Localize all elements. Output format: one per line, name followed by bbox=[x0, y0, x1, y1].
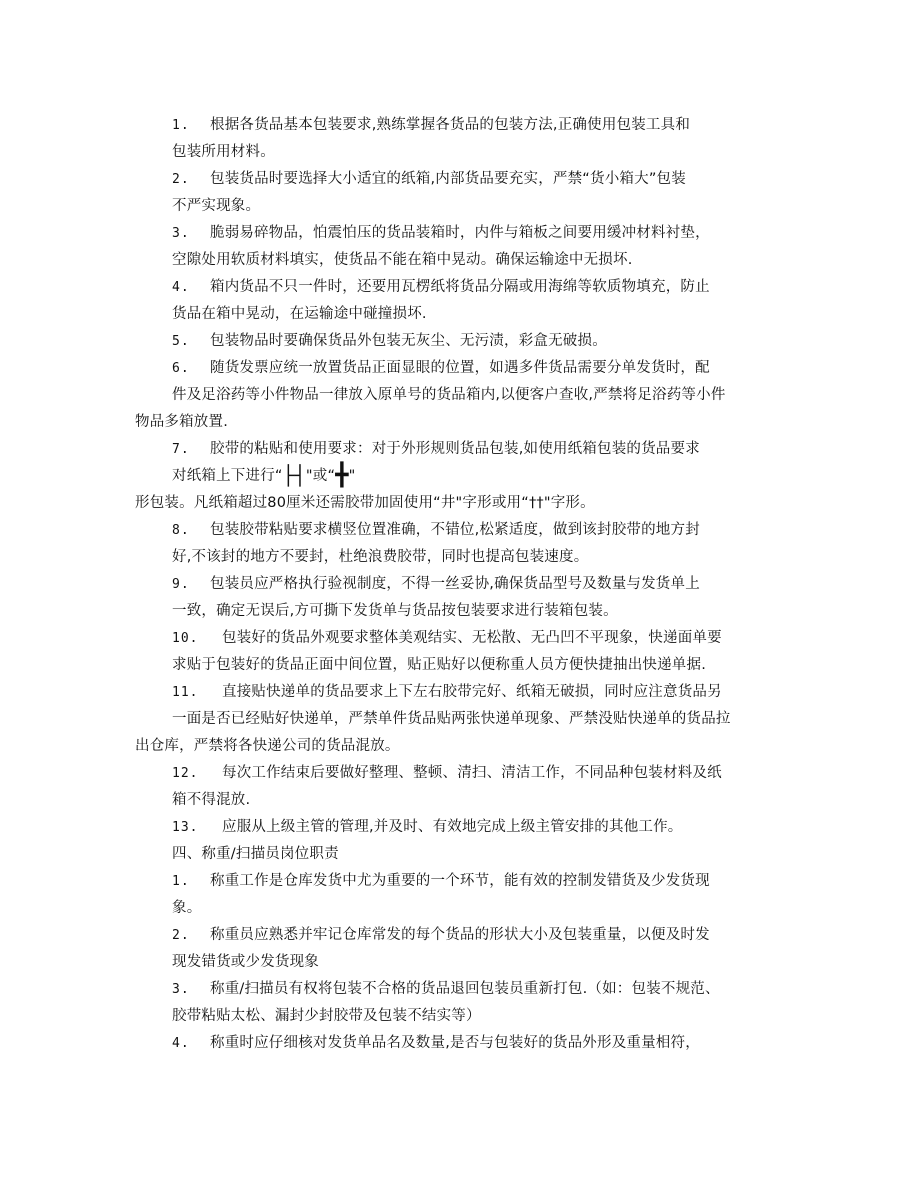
item-continuation: 好,不该封的地方不要封，杜绝浪费胶带，同时也提高包装速度。 bbox=[172, 549, 589, 565]
item-number: 5. bbox=[172, 334, 190, 349]
item-continuation: 不严实现象。 bbox=[172, 198, 261, 214]
list-item bbox=[172, 277, 710, 298]
plus-tape-symbol-icon: ╋ bbox=[335, 463, 349, 488]
list-item bbox=[172, 763, 722, 784]
item-continuation: 件及足浴药等小件物品一律放入原单号的货品箱内,以便客户查收,严禁将足浴药等小件 bbox=[172, 387, 726, 403]
list-item bbox=[172, 979, 720, 1000]
item-continuation: 包装所用材料。 bbox=[172, 144, 275, 160]
item-number: 2. bbox=[172, 928, 190, 943]
item-text: 随货发票应统一放置货品正面显眼的位置，如遇多件货品需要分单发货时，配 bbox=[210, 360, 710, 376]
item-text: 包装胶带粘贴要求横竖位置准确，不错位,松紧适度，做到该封胶带的地方封 bbox=[210, 522, 700, 538]
item-text: 应服从上级主管的管理,并及时、有效地完成上级主管安排的其他工作。 bbox=[222, 819, 683, 835]
list-item bbox=[172, 358, 710, 379]
continuation-text: 对纸箱上下进行“ bbox=[172, 468, 283, 484]
item-number: 1. bbox=[172, 118, 190, 133]
list-item bbox=[172, 817, 683, 838]
item-text: 包装好的货品外观要求整体美观结实、无松散、无凸凹不平现象，快递面单要 bbox=[222, 630, 722, 646]
item-number: 3. bbox=[172, 982, 190, 997]
item-continuation bbox=[172, 463, 356, 488]
item-continuation: 空隙处用软质材料填实，使货品不能在箱中晃动。确保运输途中无损坏. bbox=[172, 252, 633, 268]
item-continuation: 货品在箱中晃动，在运输途中碰撞损坏. bbox=[172, 306, 427, 322]
list-item bbox=[172, 925, 710, 946]
list-item bbox=[172, 331, 607, 352]
item-text: 包装员应严格执行验视制度，不得一丝妥协,确保货品型号及数量与发货单上 bbox=[210, 576, 700, 592]
item-number: 4. bbox=[172, 1036, 190, 1051]
item-continuation: 求贴于包装好的货品正面中间位置，贴正贴好以便称重人员方便快捷抽出快递单据. bbox=[172, 657, 707, 673]
h-tape-symbol-icon: ├┤ bbox=[282, 465, 306, 487]
item-text: 称重时应仔细核对发货单品名及数量,是否与包装好的货品外形及重量相符， bbox=[210, 1035, 700, 1051]
list-item bbox=[172, 1033, 700, 1054]
item-text: 脆弱易碎物品，怕震怕压的货品装箱时，内件与箱板之间要用缓冲材料衬垫， bbox=[210, 225, 710, 241]
item-number: 1. bbox=[172, 874, 190, 889]
item-continuation: 出仓库，严禁将各快递公司的货品混放。 bbox=[135, 738, 400, 754]
item-number: 6. bbox=[172, 361, 190, 376]
list-item bbox=[172, 439, 700, 460]
item-text: 称重/扫描员有权将包装不合格的货品退回包装员重新打包.（如：包装不规范、 bbox=[210, 981, 720, 997]
item-text: 箱内货品不只一件时，还要用瓦楞纸将货品分隔或用海绵等软质物填充，防止 bbox=[210, 279, 710, 295]
item-text: 称重员应熟悉并牢记仓库常发的每个货品的形状大小及包装重量，以便及时发 bbox=[210, 927, 710, 943]
item-number: 9. bbox=[172, 577, 190, 592]
list-item bbox=[172, 628, 722, 649]
item-number: 11. bbox=[172, 685, 199, 700]
continuation-text: "或“ bbox=[305, 468, 336, 484]
item-text: 胶带的粘贴和使用要求：对于外形规则货品包装,如使用纸箱包装的货品要求 bbox=[210, 441, 700, 457]
item-continuation: 一面是否已经贴好快递单，严禁单件货品贴两张快递单现象、严禁没贴快递单的货品拉 bbox=[172, 711, 731, 727]
item-number: 3. bbox=[172, 226, 190, 241]
item-text: 包装货品时要选择大小适宜的纸箱,内部货品要充实，严禁“货小箱大”包装 bbox=[210, 171, 686, 187]
item-text: 包装物品时要确保货品外包装无灰尘、无污渍，彩盒无破损。 bbox=[210, 333, 607, 349]
item-text: 每次工作结束后要做好整理、整顿、清扫、清洁工作，不同品种包装材料及纸 bbox=[222, 765, 722, 781]
list-item bbox=[172, 871, 710, 892]
item-continuation: 胶带粘贴太松、漏封少封胶带及包装不结实等） bbox=[172, 1008, 481, 1024]
item-continuation: 箱不得混放. bbox=[172, 792, 251, 808]
item-text: 根据各货品基本包装要求,熟练掌握各货品的包装方法,正确使用包装工具和 bbox=[210, 117, 691, 133]
item-number: 8. bbox=[172, 523, 190, 538]
item-number: 7. bbox=[172, 442, 190, 457]
item-number: 4. bbox=[172, 280, 190, 295]
item-number: 10. bbox=[172, 631, 199, 646]
item-continuation: 象。 bbox=[172, 900, 202, 916]
item-continuation: 现发错货或少发货现象 bbox=[172, 954, 319, 970]
list-item bbox=[172, 682, 722, 703]
list-item bbox=[172, 223, 710, 244]
section-heading: 四、称重/扫描员岗位职责 bbox=[172, 846, 339, 862]
list-item bbox=[172, 115, 690, 136]
item-continuation: 形包装。凡纸箱超过80厘米还需胶带加固使用“井"字形或用“††"字形。 bbox=[135, 495, 595, 511]
item-number: 2. bbox=[172, 172, 190, 187]
list-item bbox=[172, 169, 686, 190]
item-text: 直接贴快递单的货品要求上下左右胶带完好、纸箱无破损，同时应注意货品另 bbox=[222, 684, 722, 700]
item-text: 称重工作是仓库发货中尤为重要的一个环节，能有效的控制发错货及少发货现 bbox=[210, 873, 710, 889]
item-number: 12. bbox=[172, 766, 199, 781]
list-item bbox=[172, 520, 700, 541]
item-continuation: 一致，确定无误后,方可撕下发货单与货品按包装要求进行装箱包装。 bbox=[172, 603, 618, 619]
list-item bbox=[172, 574, 700, 595]
item-continuation: 物品多箱放置. bbox=[135, 414, 229, 430]
continuation-text: " bbox=[348, 468, 356, 484]
item-number: 13. bbox=[172, 820, 199, 835]
